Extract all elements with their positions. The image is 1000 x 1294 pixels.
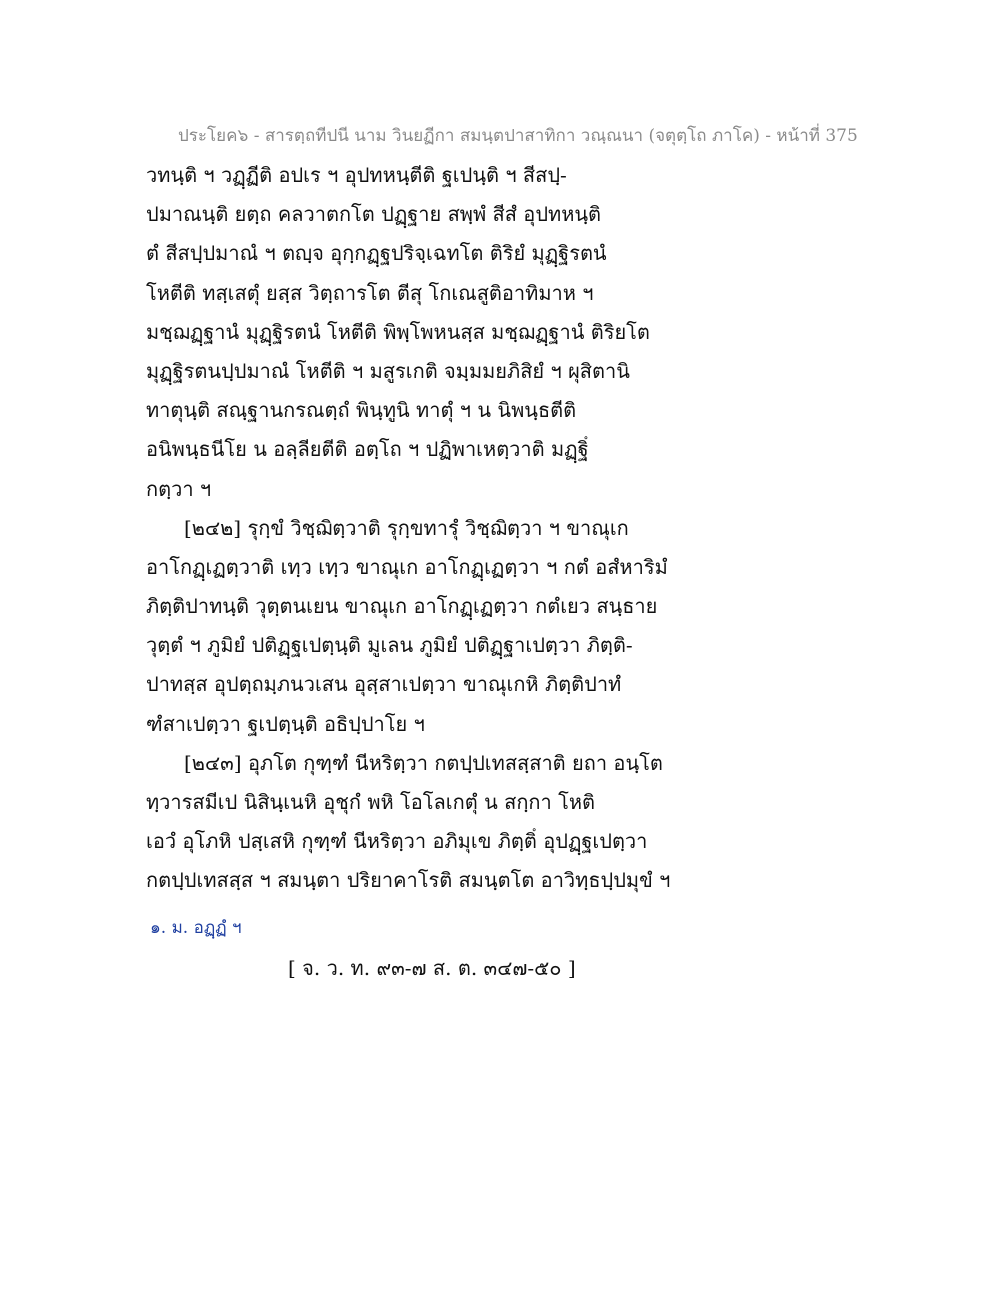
paragraph-242-line: [๒๔๒] รุกฺขํ วิชฺฌิตฺวาติ รุกฺขทารุํ วิชฺฌิตฺวา ฯ ขาณุเก: [184, 515, 629, 540]
paragraph-243-line: ทฺวารสมีเป นิสินฺเนหิ อุชุกํ พหิ โอโลเกตุํ น สกฺกา โหติ: [146, 790, 596, 814]
text-line: อนิพนฺธนีโย น อลฺลียตีติ อตฺโถ ฯ ปฏิพาเหตฺวาติ มฏฺฐิํ: [146, 437, 589, 462]
paragraph-242-line: ปาทสฺส อุปตฺถมฺภนวเสน อุสฺสาเปตฺวา ขาณุเกหิ ภิตฺติปาทํ: [146, 672, 622, 697]
paragraph-242-line: อาโกฏฺเฏตฺวาติ เทฺว เทฺว ขาณุเก อาโกฏฺเฏตฺวา ฯ กตํ อสํหาริมํ: [146, 554, 668, 579]
paragraph-242-line: ภิตฺติปาทนฺติ วุตฺตนเยน ขาณุเก อาโกฏฺเฏตฺวา กตํเยว สนฺธาย: [146, 594, 658, 619]
paragraph-243-line: เอวํ อุโภหิ ปสฺเสหิ กุฑฺฑํ นีหริตฺวา อภิมุเข ภิตฺติํ อุปฏฺฐเปตฺวา: [146, 829, 648, 854]
text-line: ตํ สีสปฺปมาณํ ฯ ตญฺจ อุกฺกฏฺฐปริจฺเฉทโต ติริยํ มุฏฺฐิรตนํ: [146, 241, 607, 266]
text-line: ทาตุนฺติ สณฺฐานกรณตฺถํ พินฺทูนิ ทาตุํ ฯ น นิพนฺธตีติ: [146, 398, 577, 423]
text-line: มุฏฺฐิรตนปฺปมาณํ โหตีติ ฯ มสูรเกติ จมฺมมยภิสิยํ ฯ ผุสิตานิ: [146, 358, 630, 383]
paragraph-242-line: วุตฺตํ ฯ ภูมิยํ ปติฏฺฐเปตฺนฺติ มูเลน ภูมิยํ ปติฏฺฐาเปตฺวา ภิตฺติ-: [146, 633, 633, 658]
body-text: [146, 156, 706, 901]
text-line: กตฺวา ฯ: [146, 476, 212, 501]
text-line: มชฺฌฏฺฐานํ มุฏฺฐิรตนํ โหตีติ พิพฺโพหนสฺส มชฺฌฏฺฐานํ ติริยโต: [146, 319, 650, 344]
text-line: ปมาณนฺติ ยตฺถ คลวาตกโต ปฏฺฐาย สพฺพํ สีสํ อุปทหนฺติ: [146, 202, 602, 227]
paragraph-242-line: ฑํสาเปตฺวา ฐเปตฺนฺติ อธิปฺปาโย ฯ: [146, 711, 425, 736]
text-line: โหตีติ ทสฺเสตุํ ยสฺส วิตฺถารโต ตีสุ โกเณสูติอาทิมาห ฯ: [146, 280, 594, 305]
paragraph-243-line: [๒๔๓] อุภโต กุฑฺฑํ นีหริตฺวา กตปฺปเทสสฺสาติ ยถา อนฺโต: [184, 750, 663, 775]
source-reference: [ จ. ว. ท. ๙๓-๗ ส. ต. ๓๔๗-๕๐ ]: [288, 956, 576, 980]
footnote: ๑. ม. อฏฺฏํ ฯ: [150, 918, 242, 938]
running-header: ประโยค๖ - สารตฺถทีปนี นาม วินยฏีกา สมนฺตปาสาทิกา วณฺณนา (จตุตฺโถ ภาโค) - หน้าที่ 375: [178, 126, 858, 146]
text-line: วทนฺติ ฯ วฏฺฏีติ อปเร ฯ อุปทหนฺตีติ ฐเปนฺติ ฯ สีสปฺ-: [146, 163, 567, 187]
paragraph-243-line: กตปฺปเทสสฺส ฯ สมนฺตา ปริยาคาโรติ สมนฺตโต อาวิทฺธปฺปมุขํ ฯ: [146, 868, 671, 893]
